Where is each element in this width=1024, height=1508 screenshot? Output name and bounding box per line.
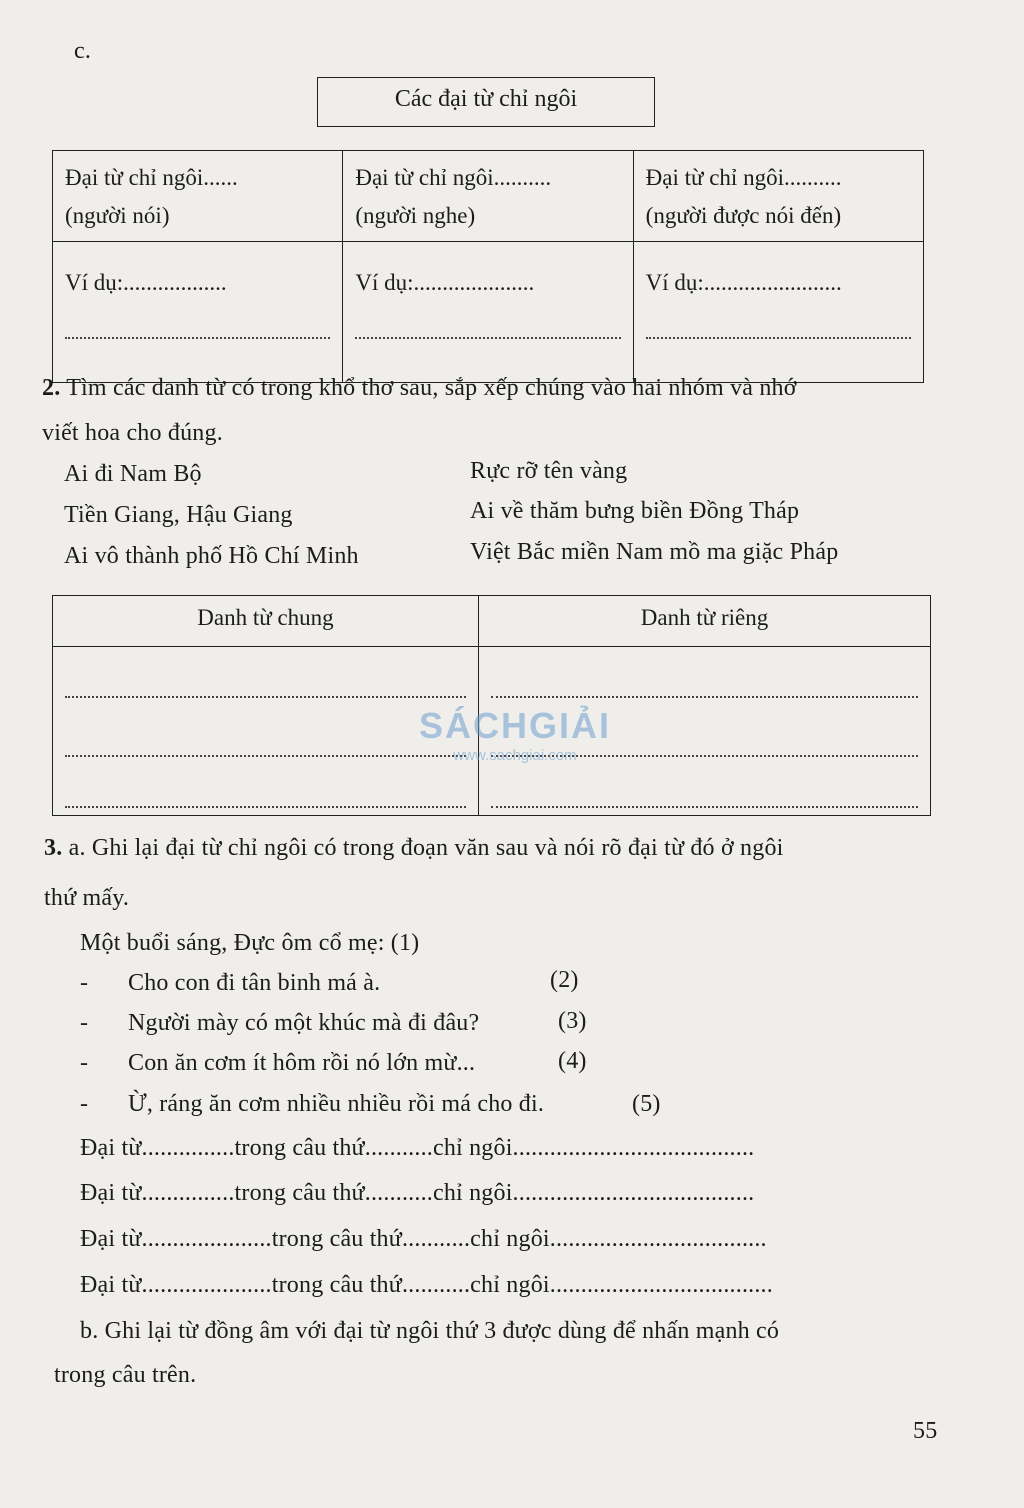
dialogue-line: Người mày có một khúc mà đi đâu? [128, 1010, 480, 1036]
example-label: Ví dụ:.................. [65, 270, 227, 295]
pronoun-fill-line[interactable]: Đại từ.....................trong câu thứ...........chỉ ngôi.................................... [80, 1272, 773, 1298]
answer-line [65, 336, 330, 339]
dialogue-line: Cho con đi tân binh má à. [128, 970, 381, 996]
example-cell[interactable] [633, 242, 923, 383]
example-label: Ví dụ:..................... [355, 270, 535, 295]
pronoun-box-title: Các đại từ chỉ ngôi [317, 77, 655, 127]
pronoun-fill-line[interactable]: Đại từ...............trong câu thứ...........chỉ ngôi....................................... [80, 1180, 755, 1206]
q3b-prompt-line1: b. Ghi lại từ đồng âm với đại từ ngôi thứ 3 được dùng để nhấn mạnh có [80, 1318, 780, 1344]
pronoun-fill-line[interactable]: Đại từ...............trong câu thứ...........chỉ ngôi....................................... [80, 1135, 755, 1161]
pronoun-fill-line[interactable]: Đại từ.....................trong câu thứ...........chỉ ngôi................................... [80, 1226, 767, 1252]
answer-line [491, 695, 918, 698]
pronoun-table [52, 150, 924, 383]
q2-prompt-line2: viết hoa cho đúng. [42, 420, 223, 446]
dialogue-line: Ừ, ráng ăn cơm nhiều nhiều rồi má cho đi. [128, 1091, 545, 1117]
poem-line: Ai vô thành phố Hồ Chí Minh [64, 543, 359, 569]
q3-number: 3. [44, 835, 63, 861]
q2-text: Tìm các danh từ có trong khổ thơ sau, sắp xếp chúng vào hai nhóm và nhớ [66, 375, 797, 401]
sentence-number: (3) [558, 1008, 587, 1034]
answer-line [491, 805, 918, 808]
q3-prompt-line1 [44, 835, 784, 862]
watermark-brand: SÁCHGIẢI [418, 705, 611, 746]
header-line1: Đại từ chỉ ngôi.......... [355, 165, 552, 190]
header-line1: Đại từ chỉ ngôi...... [65, 165, 238, 190]
q2-number: 2. [42, 375, 61, 401]
sentence-number: (2) [550, 967, 579, 993]
pronoun-header-third-person [633, 151, 923, 242]
poem-line: Ai về thăm bưng biền Đồng Tháp [470, 498, 800, 524]
header-line2: (người nói) [65, 203, 170, 228]
dialogue-dash: - [80, 1091, 89, 1117]
poem-line: Ai đi Nam Bộ [64, 461, 202, 487]
example-label: Ví dụ:........................ [645, 270, 842, 295]
passage-intro: Một buổi sáng, Đực ôm cổ mẹ: (1) [80, 930, 420, 956]
q3-text: a. Ghi lại đại từ chỉ ngôi có trong đoạn văn sau và nói rõ đại từ đó ở ngôi [68, 835, 784, 861]
poem-line: Tiền Giang, Hậu Giang [64, 502, 293, 528]
dialogue-line: Con ăn cơm ít hôm rồi nó lớn mừ... [128, 1050, 476, 1076]
answer-line [65, 695, 466, 698]
dialogue-dash: - [80, 970, 89, 996]
noun-header-common: Danh từ chung [53, 596, 479, 647]
q2-prompt-line1 [42, 375, 797, 402]
example-cell[interactable] [53, 242, 343, 383]
dialogue-dash: - [80, 1010, 89, 1036]
poem-line: Việt Bắc miền Nam mồ ma giặc Pháp [470, 539, 839, 565]
watermark [410, 705, 620, 795]
sentence-number: (4) [558, 1048, 587, 1074]
section-label-c: c. [74, 38, 92, 64]
answer-line [65, 754, 466, 757]
dialogue-dash: - [80, 1050, 89, 1076]
example-cell[interactable] [343, 242, 633, 383]
answer-line [646, 336, 911, 339]
pronoun-header-speaker [53, 151, 343, 242]
sentence-number: (5) [632, 1091, 661, 1117]
header-line2: (người nghe) [355, 203, 476, 228]
pronoun-header-listener [343, 151, 633, 242]
q3b-prompt-line2: trong câu trên. [54, 1362, 197, 1388]
noun-header-proper: Danh từ riêng [479, 596, 931, 647]
header-line1: Đại từ chỉ ngôi.......... [645, 165, 842, 190]
answer-line [355, 336, 620, 339]
page-number: 55 [913, 1418, 938, 1444]
watermark-url: www.sachgiai.com [453, 747, 577, 764]
q3-prompt-line2: thứ mấy. [44, 885, 130, 911]
header-line2: (người được nói đến) [645, 203, 842, 228]
answer-line [65, 805, 466, 808]
poem-line: Rực rỡ tên vàng [470, 458, 628, 484]
